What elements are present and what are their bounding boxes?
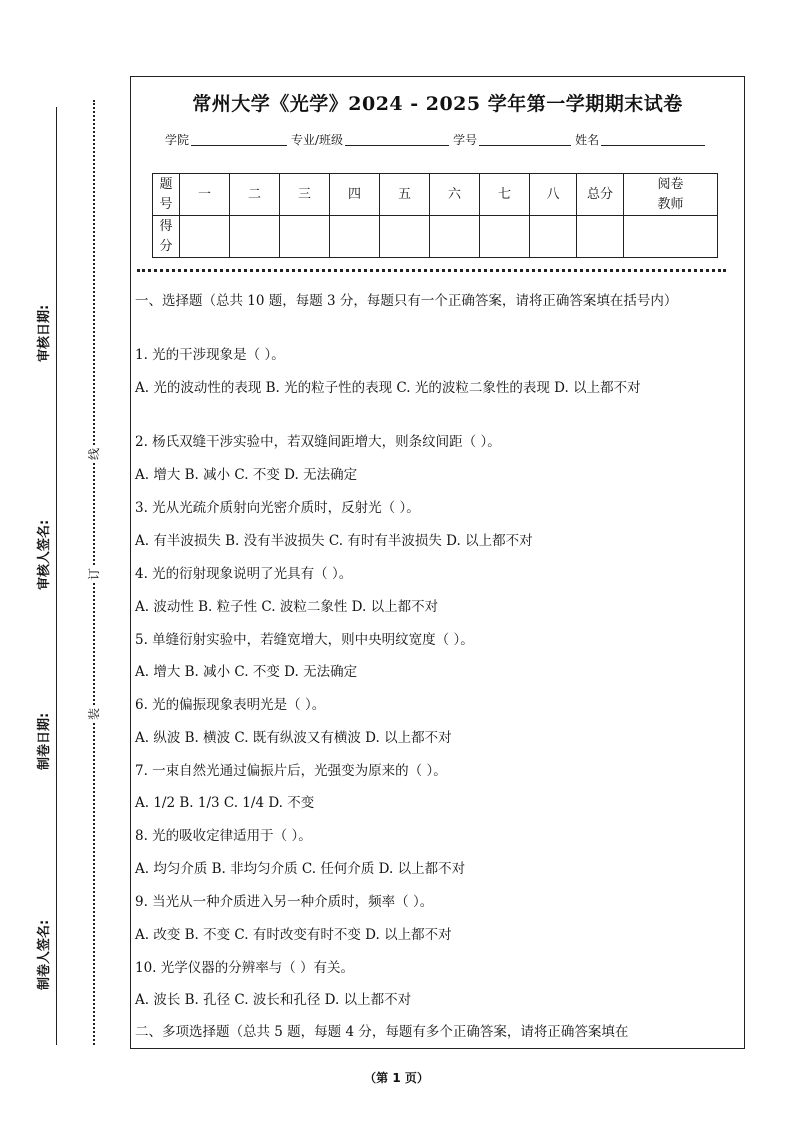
question-10: 10. 光学仪器的分辨率与（ ）有关。 bbox=[135, 960, 355, 976]
question-2-options: A. 增大 B. 减小 C. 不变 D. 无法确定 bbox=[135, 467, 358, 483]
question-8: 8. 光的吸收定律适用于（ ）。 bbox=[135, 828, 312, 844]
margin-rule-left bbox=[56, 107, 57, 1045]
score-cell[interactable] bbox=[430, 216, 480, 258]
score-cell[interactable] bbox=[530, 216, 577, 258]
question-6: 6. 光的偏振现象表明光是（ ）。 bbox=[135, 697, 326, 713]
maker-sign-label: 制卷人签名: bbox=[37, 919, 52, 990]
question-9-options: A. 改变 B. 不变 C. 有时改变有时不变 D. 以上都不对 bbox=[135, 927, 452, 943]
college-field[interactable] bbox=[191, 133, 287, 146]
exam-title: 常州大学《光学》2024 - 2025 学年第一学期期末试卷 bbox=[192, 93, 683, 115]
question-4: 4. 光的衍射现象说明了光具有（ ）。 bbox=[135, 566, 353, 582]
section-divider bbox=[137, 269, 726, 272]
binding-char-zhuang: 装 bbox=[87, 707, 101, 720]
major-field[interactable] bbox=[345, 133, 449, 146]
question-7-options: A. 1/2 B. 1/3 C. 1/4 D. 不变 bbox=[135, 795, 315, 811]
question-1-options: A. 光的波动性的表现 B. 光的粒子性的表现 C. 光的波粒二象性的表现 D. 以上都不对 bbox=[135, 380, 641, 396]
col-grader: 阅卷 教师 bbox=[624, 174, 718, 216]
score-cell[interactable] bbox=[577, 216, 624, 258]
row-label-score: 得 分 bbox=[153, 216, 180, 258]
question-8-options: A. 均匀介质 B. 非均匀介质 C. 任何介质 D. 以上都不对 bbox=[135, 861, 466, 877]
col-4: 四 bbox=[330, 174, 380, 216]
score-cell[interactable] bbox=[624, 216, 718, 258]
score-cell[interactable] bbox=[380, 216, 430, 258]
page-number: （第 1 页） bbox=[364, 1071, 429, 1085]
id-field[interactable] bbox=[479, 133, 571, 146]
question-5-options: A. 增大 B. 减小 C. 不变 D. 无法确定 bbox=[135, 664, 358, 680]
section-1-heading: 一、选择题（总共 10 题，每题 3 分，每题只有一个正确答案，请将正确答案填在括号内） bbox=[135, 293, 678, 309]
score-cell[interactable] bbox=[280, 216, 330, 258]
college-label: 学院 bbox=[165, 133, 190, 147]
col-8: 八 bbox=[530, 174, 577, 216]
question-5: 5. 单缝衍射实验中，若缝宽增大，则中央明纹宽度（ ）。 bbox=[135, 632, 474, 648]
review-date-label: 审核日期: bbox=[37, 304, 52, 362]
question-6-options: A. 纵波 B. 横波 C. 既有纵波又有横波 D. 以上都不对 bbox=[135, 730, 452, 746]
col-5: 五 bbox=[380, 174, 430, 216]
section-2-heading: 二、多项选择题（总共 5 题，每题 4 分，每题有多个正确答案，请将正确答案填在 bbox=[135, 1024, 629, 1040]
binding-char-ding: 订 bbox=[87, 567, 101, 580]
maker-date-label: 制卷日期: bbox=[37, 712, 52, 770]
question-3-options: A. 有半波损失 B. 没有半波损失 C. 有时有半波损失 D. 以上都不对 bbox=[135, 533, 533, 549]
question-1: 1. 光的干涉现象是（ ）。 bbox=[135, 347, 285, 363]
question-4-options: A. 波动性 B. 粒子性 C. 波粒二象性 D. 以上都不对 bbox=[135, 599, 439, 615]
row-label-question: 题 号 bbox=[153, 174, 180, 216]
binding-char-xian: 线 bbox=[87, 447, 101, 460]
col-2: 二 bbox=[230, 174, 280, 216]
question-3: 3. 光从光疏介质射向光密介质时，反射光（ ）。 bbox=[135, 500, 420, 516]
name-field[interactable] bbox=[601, 133, 705, 146]
major-label: 专业/班级 bbox=[291, 133, 344, 147]
score-table bbox=[152, 173, 718, 258]
exam-frame bbox=[130, 76, 745, 1049]
question-10-options: A. 波长 B. 孔径 C. 波长和孔径 D. 以上都不对 bbox=[135, 992, 412, 1008]
col-total: 总分 bbox=[577, 174, 624, 216]
score-cell[interactable] bbox=[230, 216, 280, 258]
col-1: 一 bbox=[180, 174, 230, 216]
reviewer-sign-label: 审核人签名: bbox=[37, 519, 52, 590]
question-7: 7. 一束自然光通过偏振片后，光强变为原来的（ ）。 bbox=[135, 763, 447, 779]
id-label: 学号 bbox=[453, 133, 478, 147]
score-cell[interactable] bbox=[330, 216, 380, 258]
student-info-row bbox=[165, 131, 709, 148]
col-7: 七 bbox=[480, 174, 530, 216]
name-label: 姓名 bbox=[575, 133, 600, 147]
col-3: 三 bbox=[280, 174, 330, 216]
col-6: 六 bbox=[430, 174, 480, 216]
score-cell[interactable] bbox=[480, 216, 530, 258]
question-2: 2. 杨氏双缝干涉实验中，若双缝间距增大，则条纹间距（ ）。 bbox=[135, 434, 501, 450]
score-cell[interactable] bbox=[180, 216, 230, 258]
question-9: 9. 当光从一种介质进入另一种介质时，频率（ ）。 bbox=[135, 894, 434, 910]
